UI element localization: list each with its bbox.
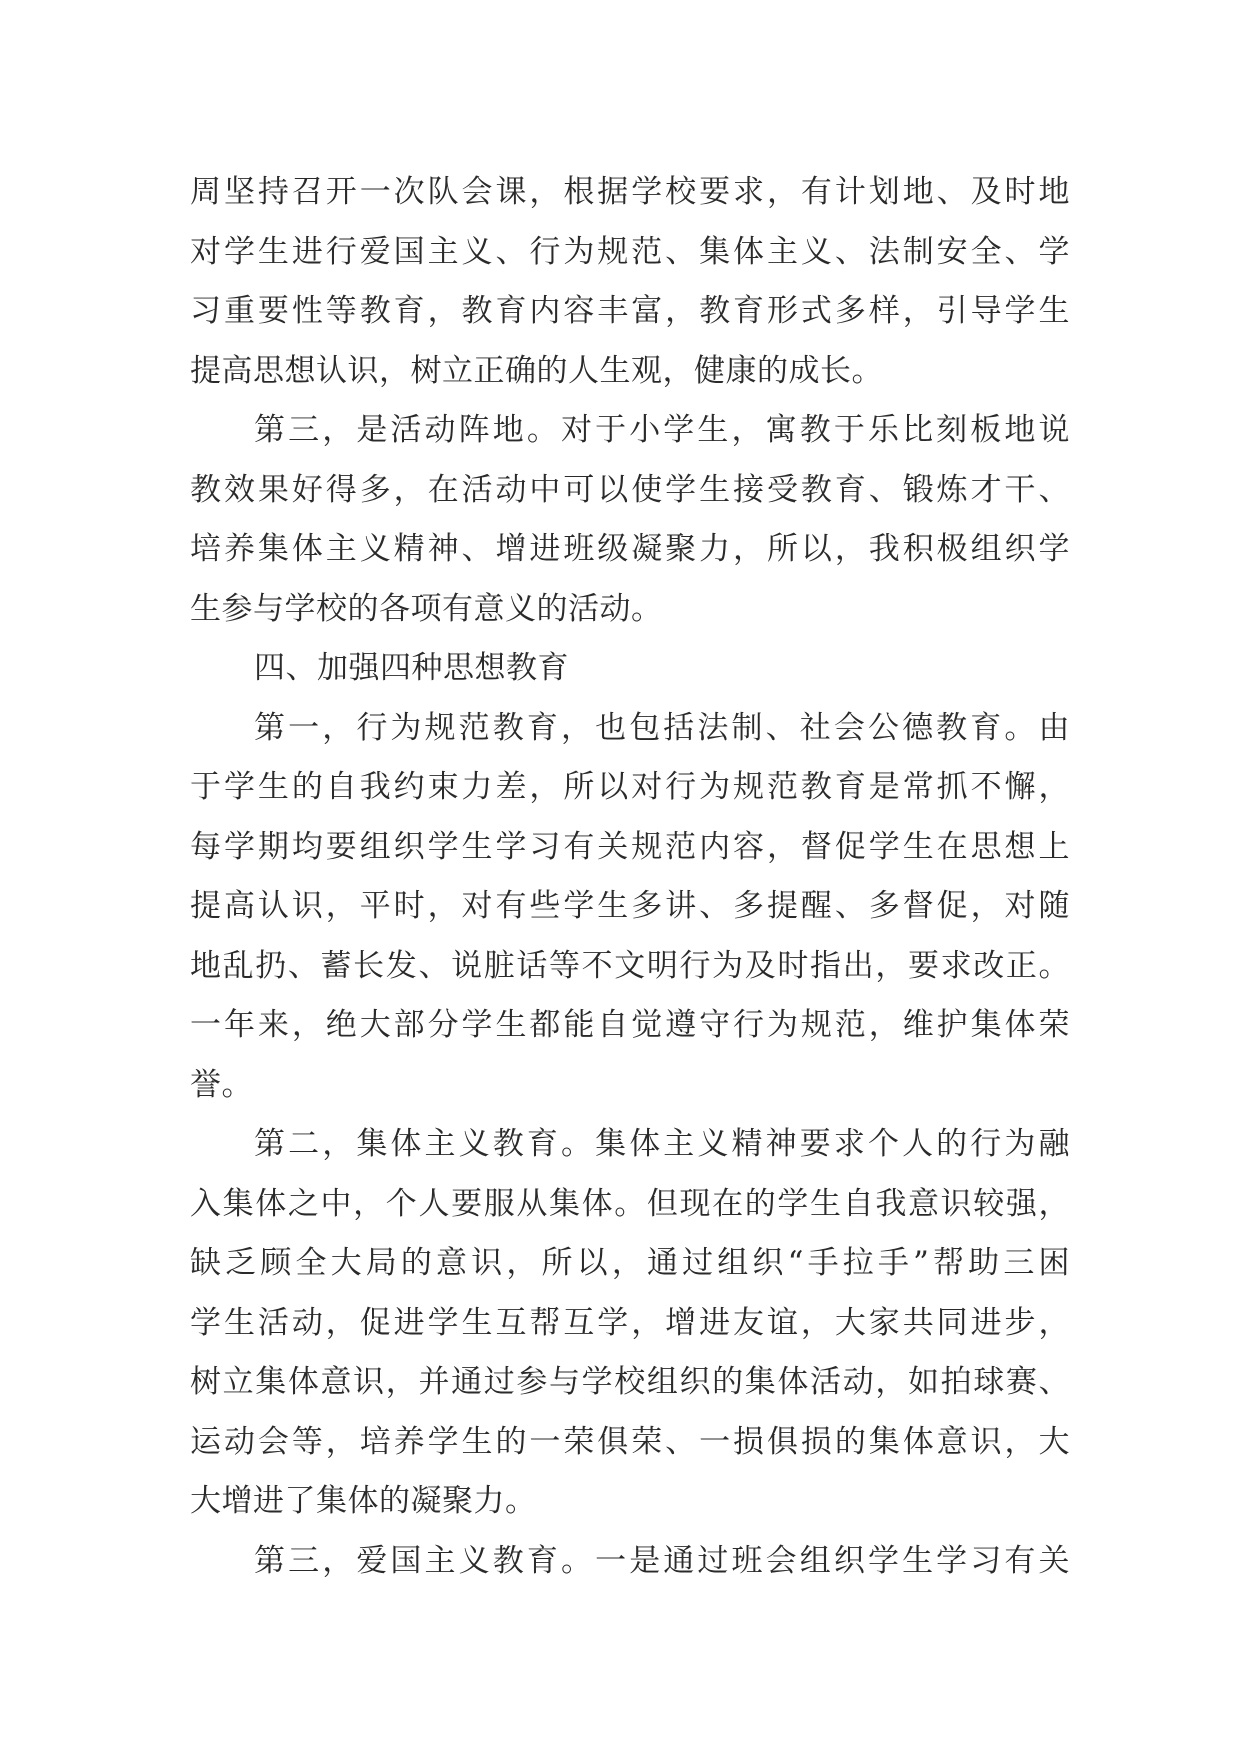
- text-line: 大增进了集体的凝聚力。: [190, 1483, 537, 1519]
- text-line: 生参与学校的各项有意义的活动。: [190, 590, 663, 627]
- text-line: 一年来，绝大部分学生都能自觉遵守行为规范，维护集体荣: [190, 1007, 1070, 1043]
- text-line: 每学期均要组织学生学习有关规范内容，督促学生在思想上: [190, 828, 1070, 865]
- text-line: 树立集体意识，并通过参与学校组织的集体活动，如拍球赛、: [190, 1364, 1070, 1400]
- text-line: 第三，爱国主义教育。一是通过班会组织学生学习有关: [254, 1542, 1070, 1579]
- text-line: 对学生进行爱国主义、行为规范、集体主义、法制安全、学: [190, 233, 1070, 270]
- text-line: 第三，是活动阵地。对于小学生，寓教于乐比刻板地说: [254, 412, 1070, 448]
- text-line: 运动会等，培养学生的一荣俱荣、一损俱损的集体意识，大: [190, 1423, 1070, 1460]
- text-line: 于学生的自我约束力差，所以对行为规范教育是常抓不懈，: [190, 769, 1070, 805]
- text-line: 誉。: [190, 1066, 253, 1103]
- body-text: [190, 163, 1070, 1591]
- text-line: 入集体之中，个人要服从集体。但现在的学生自我意识较强，: [190, 1185, 1070, 1222]
- text-line: 地乱扔、蓄长发、说脏话等不文明行为及时指出，要求改正。: [190, 947, 1070, 984]
- text-line: 缺乏顾全大局的意识，所以，通过组织“手拉手”帮助三困: [190, 1245, 1070, 1281]
- text-line: 学生活动，促进学生互帮互学，增进友谊，大家共同进步，: [190, 1304, 1070, 1341]
- text-line: 提高思想认识，树立正确的人生观，健康的成长。: [190, 352, 883, 389]
- text-line: 教效果好得多，在活动中可以使学生接受教育、锻炼才干、: [190, 471, 1070, 508]
- text-line: 周坚持召开一次队会课，根据学校要求，有计划地、及时地: [190, 174, 1070, 210]
- text-line: 四、加强四种思想教育: [254, 650, 569, 686]
- text-line: 习重要性等教育，教育内容丰富，教育形式多样，引导学生: [190, 293, 1070, 329]
- text-line: 培养集体主义精神、增进班级凝聚力，所以，我积极组织学: [190, 531, 1070, 567]
- text-line: 第二，集体主义教育。集体主义精神要求个人的行为融: [254, 1126, 1070, 1162]
- text-line: 提高认识，平时，对有些学生多讲、多提醒、多督促，对随: [190, 888, 1070, 924]
- text-line: 第一，行为规范教育，也包括法制、社会公德教育。由: [254, 709, 1070, 746]
